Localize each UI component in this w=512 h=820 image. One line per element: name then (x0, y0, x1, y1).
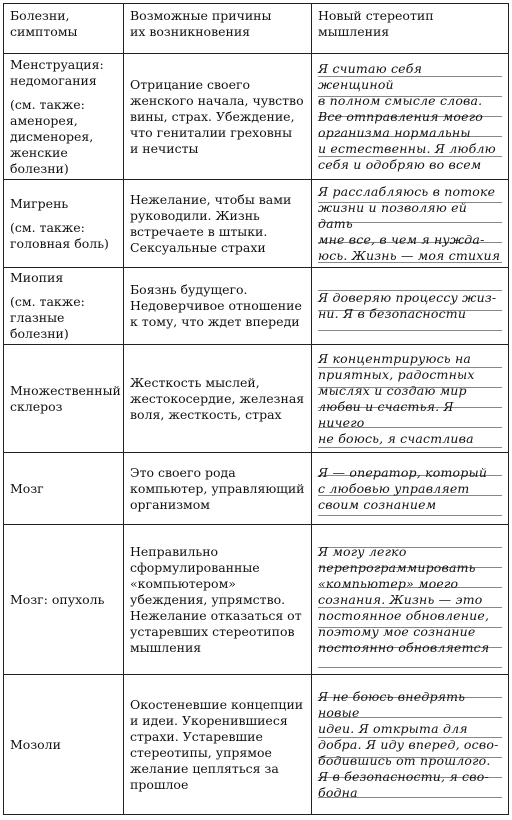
cause-line: устаревших стереотипов (130, 623, 295, 639)
affirmation-line: бодившись от прошлого. (318, 752, 491, 768)
cause-line: Сексуальные страхи (130, 239, 266, 255)
affirmation-line: постоянное обновление, (318, 607, 490, 623)
affirmation-line: поэтому мое сознание (318, 623, 476, 639)
cause-cell (124, 453, 312, 525)
header-row (4, 4, 509, 54)
affirmation-line: Я в безопасности, я сво- (318, 768, 489, 784)
spacer (10, 89, 117, 97)
affirmation-line: Я доверяю процессу жиз- (318, 290, 497, 305)
header-line: Новый стереотип (318, 8, 434, 23)
affirmation-line: добра. Я иду вперед, осво- (318, 736, 499, 752)
cause-cell (124, 268, 312, 345)
affirmation-line: своим сознанием (318, 496, 437, 512)
affirmation-line: себя и одобряю во всем (318, 156, 482, 172)
affirmation-line: ни. Я в безопасности (318, 306, 467, 321)
disease-name-line: склероз (10, 398, 63, 414)
cause-line: и идеи. Укоренившиеся (130, 712, 288, 728)
affirmation-cell (312, 525, 509, 675)
cause-cell (124, 345, 312, 453)
see-also-line: женские болезни) (10, 144, 69, 176)
cause-line: вины, страх. Убеждение, (130, 108, 295, 124)
see-also-line: (см. также: (10, 294, 85, 309)
table-row (4, 180, 509, 268)
affirmation-line: в полном смысле слова. (318, 92, 483, 108)
header-line: симптомы (10, 24, 78, 39)
disease-name-line: Мозг: опухоль (10, 591, 105, 607)
header-causes (124, 4, 312, 54)
cause-line: Жесткость мыслей, (130, 374, 260, 390)
table-row (4, 345, 509, 453)
affirmation-line: мыслях и создаю мир (318, 382, 467, 398)
disease-cell (4, 180, 124, 268)
see-also-line: головная боль) (10, 235, 109, 251)
affirmation-line: мне все, в чем я нужда- (318, 231, 485, 247)
cause-line: желание цепляться за (130, 760, 279, 776)
cause-line: Недоверчивое отношение (130, 298, 302, 313)
cause-line: организмом (130, 496, 210, 512)
cause-line: встречаете в штыки. (130, 223, 268, 239)
cause-line: к тому, что ждет впереди (130, 314, 300, 329)
disease-cell (4, 675, 124, 815)
cause-line: убеждения, упрямство. (130, 591, 286, 607)
cause-line: руководили. Жизнь (130, 207, 260, 223)
spacer (10, 212, 117, 220)
cause-line: Это своего рода (130, 464, 236, 480)
affirmation-line: постоянно обновляется (318, 639, 490, 655)
see-also-line: аменорея, (10, 112, 78, 128)
affirmation-line: Я концентрируюсь на (318, 350, 472, 366)
affirmation-line: бодна (318, 784, 358, 800)
table-row (4, 525, 509, 675)
see-also-line: (см. также: (10, 219, 85, 235)
affirmation-line: Все отправления моего (318, 108, 483, 124)
affirmation-line: сознания. Жизнь — это (318, 591, 483, 607)
disease-name-line: Множественный (10, 382, 121, 398)
disease-cell (4, 345, 124, 453)
table-row (4, 268, 509, 345)
cause-cell (124, 675, 312, 815)
cause-line: Окостеневшие концепции (130, 696, 304, 712)
see-also-line: (см. также: (10, 96, 85, 112)
affirmation-cell (312, 268, 509, 345)
affirmation-line: юсь. Жизнь — моя стихия (318, 247, 501, 263)
affirmation-cell (312, 180, 509, 268)
affirmation-line: и естественны. Я люблю (318, 140, 496, 156)
cause-line: компьютер, управляющий (130, 480, 305, 496)
cause-line: Отрицание своего (130, 76, 251, 92)
header-new-thinking (312, 4, 509, 54)
affirmation-line: Я не боюсь внедрять новые (318, 688, 466, 720)
affirmation-line: Я расслабляюсь в потоке (318, 183, 496, 199)
table-row (4, 453, 509, 525)
header-line: их возникновения (130, 24, 251, 39)
disease-name-line: Миопия (10, 270, 64, 285)
cause-line: что гениталии греховны (130, 124, 293, 140)
cause-line: Неправильно (130, 543, 219, 559)
disease-cell (4, 525, 124, 675)
disease-name-line: Мигрень (10, 195, 69, 211)
cause-line: Боязнь будущего. (130, 282, 248, 297)
disease-name-line: недомогания (10, 72, 97, 88)
affirmation-line: перепрограммировать (318, 559, 476, 575)
affirmation-line: «компьютер» моего (318, 575, 459, 591)
disease-cell (4, 453, 124, 525)
affirmation-line: любви и счастья. Я ничего (318, 398, 454, 430)
cause-line: женского начала, чувство (130, 92, 304, 108)
table-row (4, 675, 509, 815)
cause-line: страхи. Устаревшие (130, 728, 263, 744)
cause-line: Нежелание отказаться от (130, 607, 302, 623)
cause-line: мышления (130, 639, 202, 655)
disease-cell (4, 54, 124, 180)
affirmation-cell (312, 675, 509, 815)
cause-cell (124, 180, 312, 268)
affirmation-line: Я считаю себя женщиной (318, 60, 423, 92)
affirmation-line: с любовью управляет (318, 480, 470, 496)
disease-name-line: Мозг (10, 480, 44, 496)
disease-name-line: Менструация: (10, 56, 104, 72)
affirmation-line: идеи. Я открыта для (318, 720, 468, 736)
affirmation-line: жизни и позволяю ей дать (318, 199, 468, 231)
cause-line: жестокосердие, железная (130, 390, 305, 406)
cause-line: стереотипы, упрямое (130, 744, 272, 760)
cause-cell (124, 54, 312, 180)
cause-cell (124, 525, 312, 675)
header-line: мышления (318, 24, 390, 39)
cause-line: и нечисты (130, 140, 199, 156)
header-diseases (4, 4, 124, 54)
see-also-line: глазные болезни) (10, 310, 69, 341)
see-also-line: дисменорея, (10, 128, 94, 144)
affirmation-cell (312, 345, 509, 453)
affirmation-line: Я могу легко (318, 543, 407, 559)
spacer (10, 286, 117, 294)
cause-line: прошлое (130, 776, 189, 792)
affirmation-cell (312, 453, 509, 525)
cause-line: «компьютером» (130, 575, 236, 591)
disease-name-line: Мозоли (10, 736, 61, 752)
affirmation-line: Я — оператор, который (318, 464, 488, 480)
cause-line: сформулированные (130, 559, 260, 575)
affirmation-cell (312, 54, 509, 180)
cause-line: Нежелание, чтобы вами (130, 191, 292, 207)
diseases-table (3, 3, 509, 815)
table-row (4, 54, 509, 180)
affirmation-line: организма нормальны (318, 124, 471, 140)
header-line: Болезни, (10, 8, 70, 23)
disease-cell (4, 268, 124, 345)
affirmation-line: приятных, радостных (318, 366, 475, 382)
header-line: Возможные причины (130, 8, 272, 23)
cause-line: воля, жесткость, страх (130, 406, 282, 422)
affirmation-line: не боюсь, я счастлива (318, 430, 474, 446)
